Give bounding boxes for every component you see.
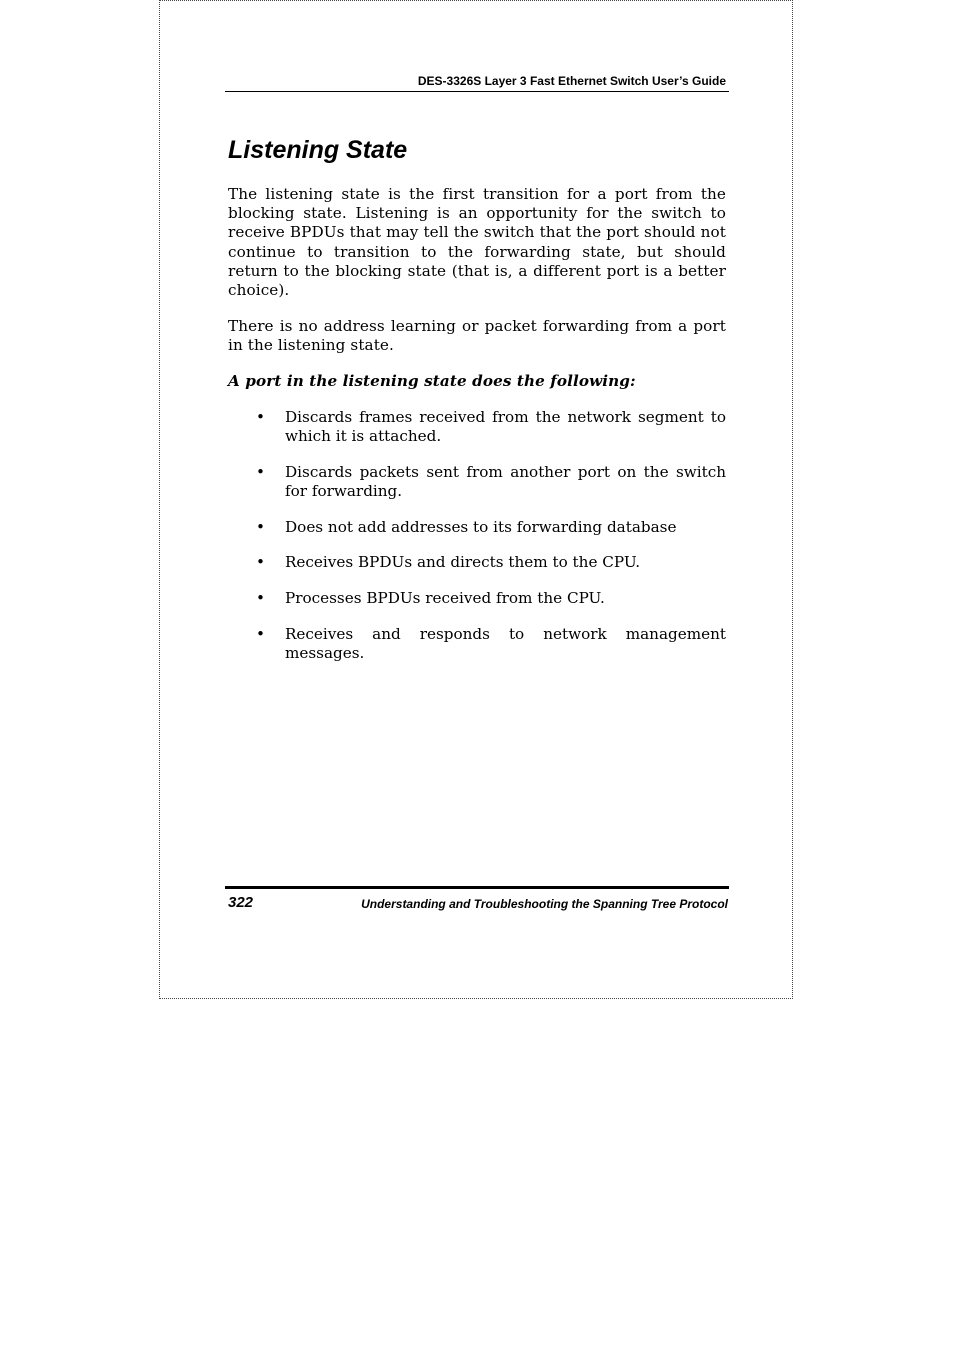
list-item: [228, 625, 726, 663]
page-number: 322: [228, 894, 254, 911]
list-item-text: Discards frames received from the network segment to which it is attached.: [285, 407, 726, 445]
section-title: Listening State: [228, 136, 408, 164]
paragraph-listening-intro: The listening state is the first transition for a port from the blocking state. Listening is an opportunity for the switch to receive BPDUs that may tell the switch that the port should not continue to transition to the forwarding state, but should return to the blocking state (that is, a different port is a better choice).: [228, 185, 726, 300]
list-item: [228, 589, 726, 608]
list-item: [228, 518, 726, 537]
bullet-icon: •: [256, 462, 265, 481]
footer-rule: [225, 886, 729, 889]
list-item-text: Receives BPDUs and directs them to the CPU.: [285, 553, 641, 572]
list-item-text: Receives and responds to network management messages.: [285, 625, 726, 663]
bullet-list: [228, 408, 726, 664]
running-header: DES-3326S Layer 3 Fast Ethernet Switch User’s Guide: [417, 74, 726, 88]
list-item: [228, 553, 726, 572]
section-body: [228, 185, 726, 680]
bullet-icon: •: [256, 407, 265, 426]
bullet-icon: •: [256, 625, 265, 643]
footer-chapter-title: Understanding and Troubleshooting the Spanning Tree Protocol: [361, 897, 728, 911]
header-rule: [225, 91, 729, 92]
paragraph-no-learning: There is no address learning or packet forwarding from a port in the listening state.: [228, 316, 726, 355]
bullet-icon: •: [256, 589, 265, 608]
list-item: [228, 463, 726, 501]
list-item-text: Discards packets sent from another port on the switch for forwarding.: [285, 462, 726, 500]
bullet-lead-in: A port in the listening state does the following:: [228, 371, 636, 390]
list-item-text: Processes BPDUs received from the CPU.: [285, 589, 605, 608]
list-item-text: Does not add addresses to its forwarding database: [285, 517, 677, 536]
bullet-icon: •: [256, 553, 265, 572]
list-item: [228, 408, 726, 446]
bullet-icon: •: [256, 517, 265, 536]
